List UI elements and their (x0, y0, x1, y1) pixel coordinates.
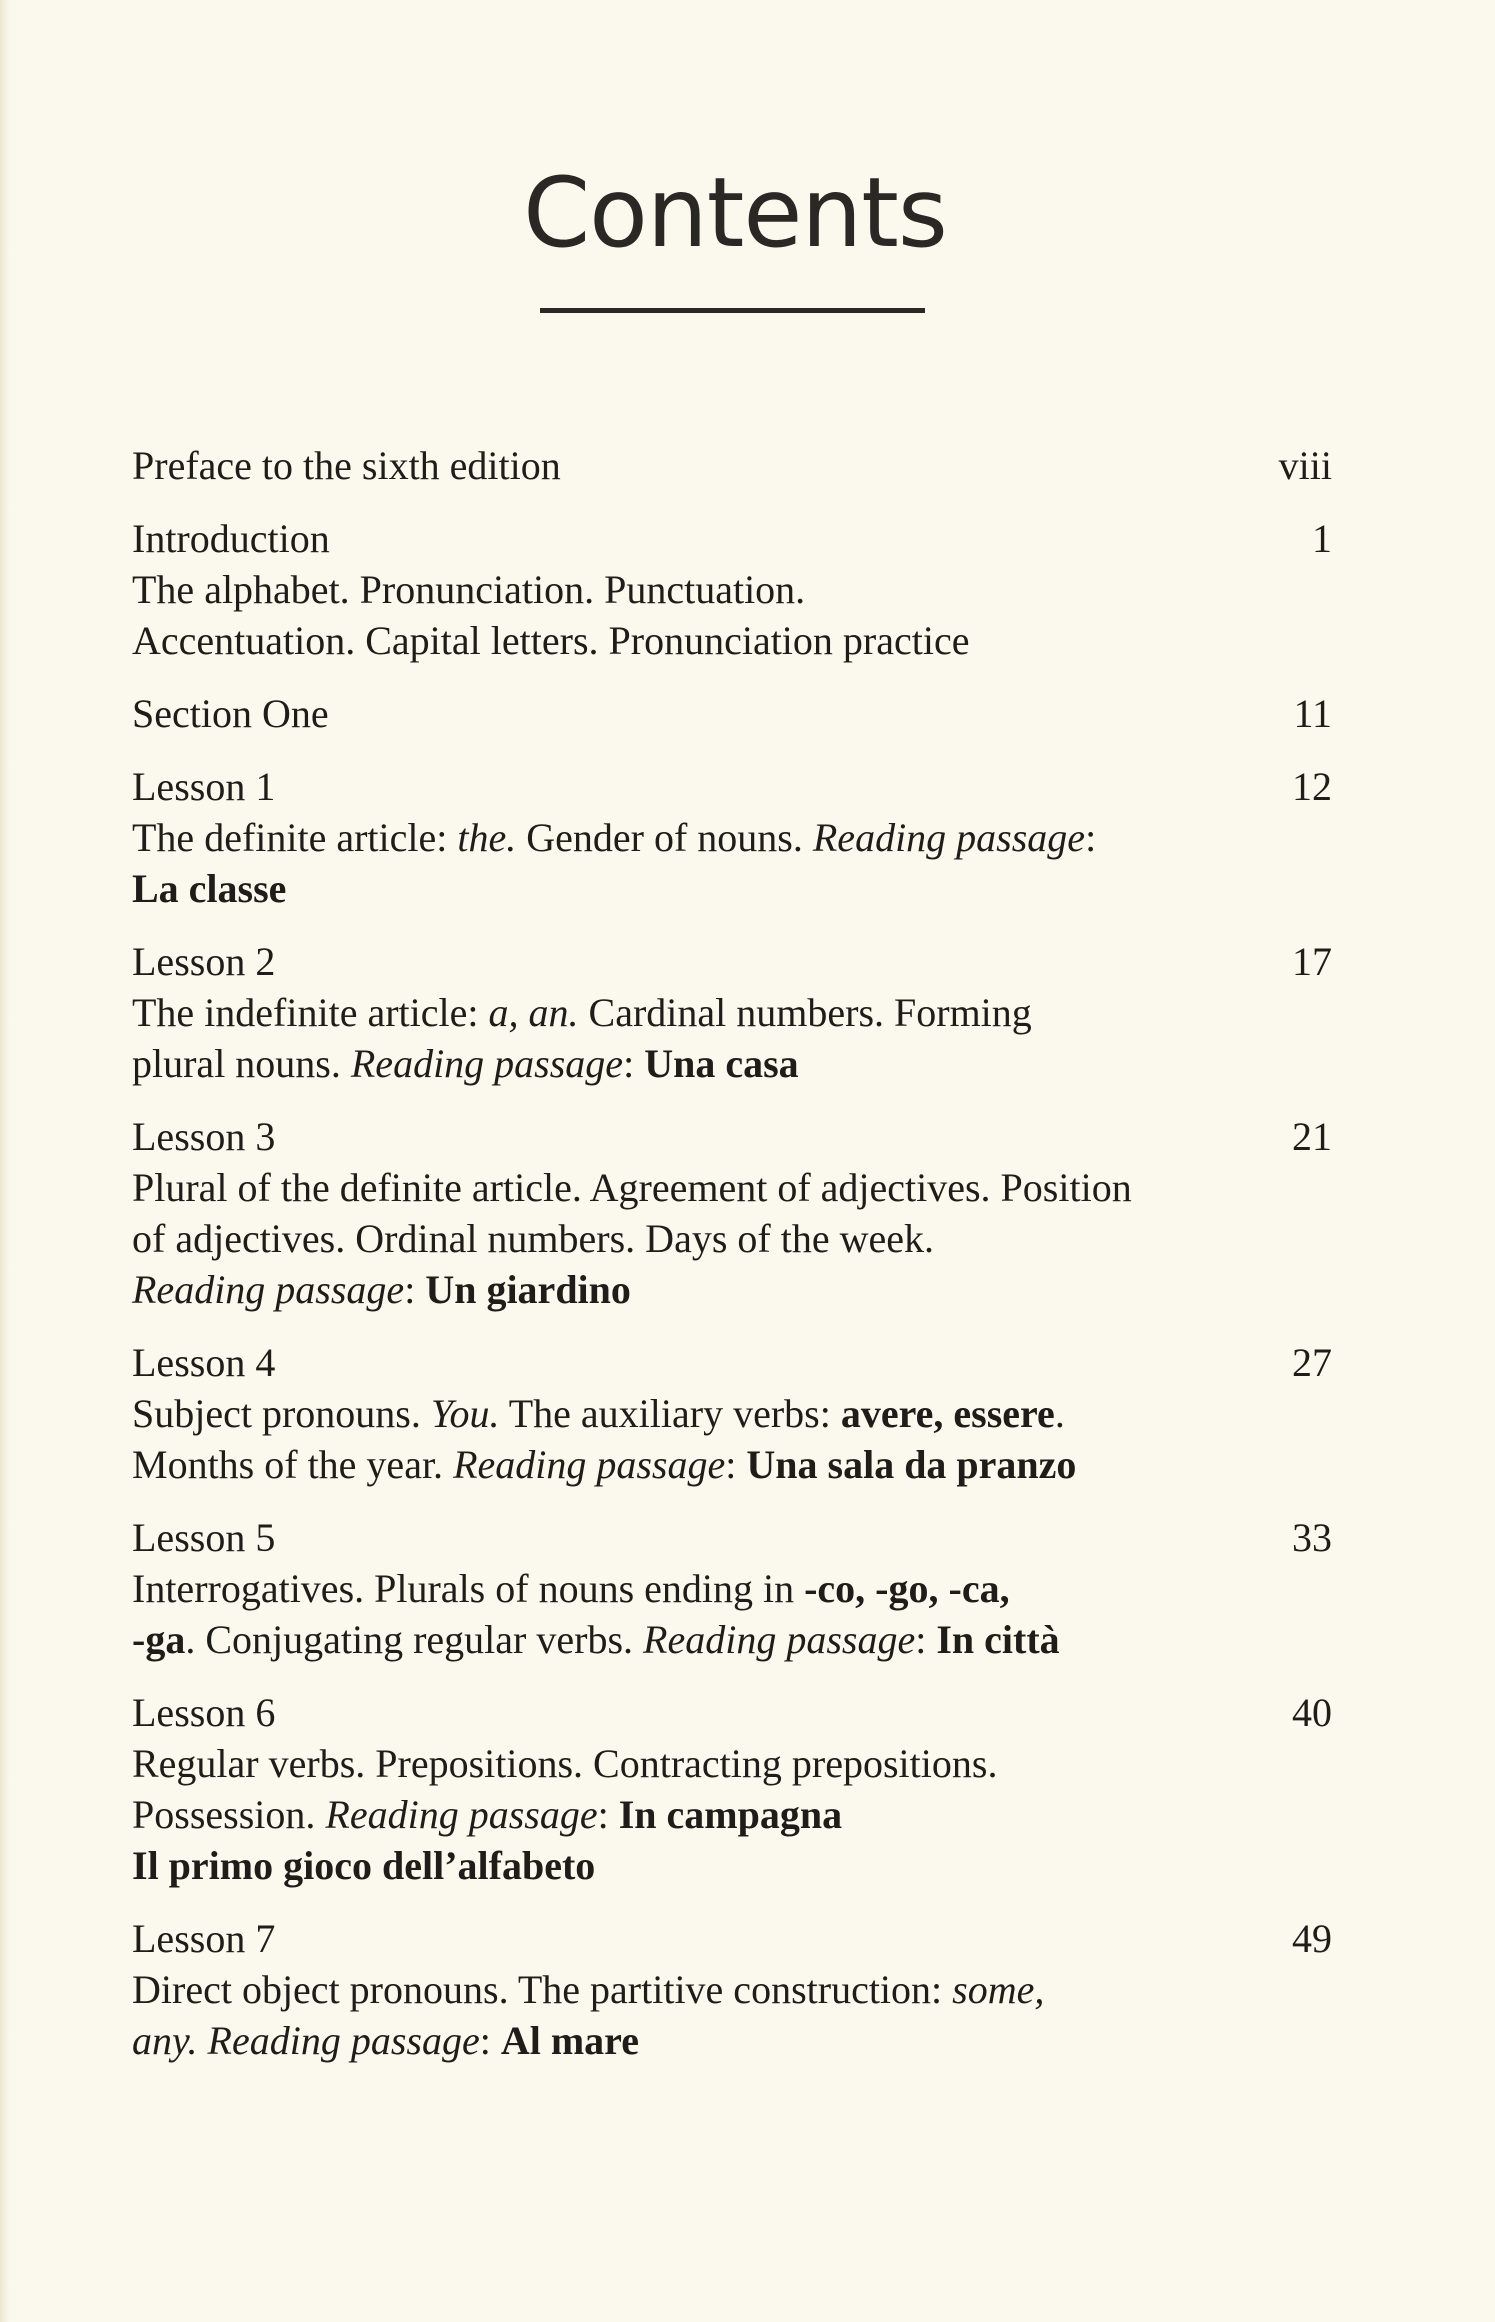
description-text: : (915, 1617, 937, 1662)
toc-entry-heading: Lesson 1 (132, 764, 276, 809)
toc-entry-heading: Section One (132, 691, 329, 736)
italic-text: a, an. (488, 990, 579, 1035)
page-edge-shadow (0, 0, 10, 2322)
toc-page-number: 49 (1292, 1916, 1332, 1961)
description-line (132, 2015, 1272, 2066)
description-line (132, 812, 1272, 863)
italic-text: You. (430, 1391, 500, 1436)
description-line (132, 1964, 1272, 2015)
description-line (132, 1738, 1272, 1789)
description-text: . (1054, 1391, 1065, 1436)
description-text: The indefinite article: (132, 990, 489, 1035)
description-line (132, 1264, 1272, 1315)
toc-page-number: 17 (1292, 939, 1332, 984)
toc-page-number: 40 (1292, 1690, 1332, 1735)
description-text: The alphabet. Pronunciation. Punctuation. (132, 567, 806, 612)
description-line (132, 615, 1272, 666)
description-text: . Conjugating regular verbs. (185, 1617, 644, 1662)
toc-page-number: 12 (1292, 764, 1332, 809)
description-line (132, 1388, 1272, 1439)
toc-entry-description (132, 1162, 1272, 1315)
description-line (132, 1614, 1272, 1665)
description-line (132, 1213, 1272, 1264)
description-line (132, 1162, 1272, 1213)
toc-entry-description (132, 564, 1272, 666)
toc-entry-description (132, 1388, 1272, 1490)
toc-entry (132, 513, 1332, 666)
description-text: plural nouns. (132, 1041, 351, 1086)
italic-text: Reading passage (207, 2018, 480, 2063)
description-text: The definite article: (132, 815, 458, 860)
toc-entry (132, 1913, 1332, 2066)
description-line (132, 1789, 1272, 1840)
reading-passage-title: In città (936, 1617, 1060, 1662)
reading-passage-title: La classe (132, 866, 287, 911)
toc-entry-heading: Lesson 3 (132, 1114, 276, 1159)
italic-text: the. (457, 815, 517, 860)
toc-page-number: 33 (1292, 1515, 1332, 1560)
description-line (132, 564, 1272, 615)
page-title: Contents (523, 157, 947, 269)
toc-page-number: 11 (1293, 691, 1332, 736)
description-text: : (1085, 815, 1097, 860)
italic-text: Reading passage (643, 1617, 916, 1662)
toc-entry (132, 1111, 1332, 1315)
italic-text: Reading passage (132, 1267, 405, 1312)
description-text (198, 2018, 208, 2063)
toc-page-number: 21 (1292, 1114, 1332, 1159)
description-text: : (725, 1442, 747, 1487)
reading-passage-title: Al mare (500, 2018, 639, 2063)
description-line (132, 1038, 1272, 1089)
toc-entry (132, 761, 1332, 914)
toc-entry-description (132, 1563, 1272, 1665)
toc-entry-heading: Lesson 2 (132, 939, 276, 984)
reading-passage-title: avere, essere (840, 1391, 1055, 1436)
description-text: Accentuation. Capital letters. Pronunciation practice (132, 618, 970, 663)
italic-text: Reading passage (812, 815, 1086, 860)
toc-entry-heading: Lesson 4 (132, 1340, 276, 1385)
description-text: The auxiliary verbs: (499, 1391, 841, 1436)
toc-entry-heading: Lesson 6 (132, 1690, 276, 1735)
description-text: : (597, 1792, 619, 1837)
description-text: Interrogatives. Plurals of nouns ending in (132, 1566, 805, 1611)
toc-entry-description (132, 812, 1272, 914)
toc-entry-description (132, 987, 1272, 1089)
description-line (132, 863, 1272, 914)
toc-entry (132, 1337, 1332, 1490)
description-text: Months of the year. (132, 1442, 454, 1487)
toc-entry-heading: Lesson 5 (132, 1515, 276, 1560)
description-text: Direct object pronouns. The partitive construction: (132, 1967, 953, 2012)
description-text: Plural of the definite article. Agreement of adjectives. Position (132, 1165, 1132, 1210)
description-text: Possession. (132, 1792, 326, 1837)
description-text: : (404, 1267, 426, 1312)
description-text: : (479, 2018, 501, 2063)
toc-entry-description (132, 1964, 1272, 2066)
toc-entry-description (132, 1738, 1272, 1891)
toc-entry (132, 1687, 1332, 1891)
toc-entry (132, 936, 1332, 1089)
description-text: Cardinal numbers. Forming (578, 990, 1032, 1035)
italic-text: Reading passage (325, 1792, 598, 1837)
italic-text: Reading passage (453, 1442, 726, 1487)
reading-passage-title: -co, -go, -ca, (804, 1566, 1010, 1611)
toc-page-number: viii (1278, 443, 1332, 488)
italic-text: Reading passage (350, 1041, 624, 1086)
description-text: Gender of nouns. (516, 815, 813, 860)
toc-entry (132, 688, 1332, 739)
toc-page-number: 27 (1292, 1340, 1332, 1385)
reading-passage-title: Una sala da pranzo (746, 1442, 1077, 1487)
description-text: Subject pronouns. (132, 1391, 431, 1436)
toc-entry (132, 1512, 1332, 1665)
reading-passage-title: Il primo gioco dell’alfabeto (132, 1843, 596, 1888)
italic-text: any. (132, 2018, 198, 2063)
reading-passage-title: In campagna (618, 1792, 843, 1837)
reading-passage-title: -ga (132, 1617, 186, 1662)
reading-passage-title: Una casa (644, 1041, 799, 1086)
toc-entry-heading: Lesson 7 (132, 1916, 276, 1961)
description-line (132, 1439, 1272, 1490)
description-text: : (623, 1041, 645, 1086)
toc-entry (132, 440, 1332, 491)
description-text: of adjectives. Ordinal numbers. Days of the week. (132, 1216, 934, 1261)
title-underline (540, 308, 925, 313)
toc-entry-heading: Introduction (132, 516, 330, 561)
table-of-contents (132, 440, 1332, 2088)
description-line (132, 987, 1272, 1038)
reading-passage-title: Un giardino (425, 1267, 631, 1312)
toc-page-number: 1 (1312, 516, 1332, 561)
italic-text: some, (952, 1967, 1045, 2012)
toc-entry-heading: Preface to the sixth edition (132, 443, 561, 488)
description-line (132, 1840, 1272, 1891)
description-line (132, 1563, 1272, 1614)
description-text: Regular verbs. Prepositions. Contracting prepositions. (132, 1741, 998, 1786)
